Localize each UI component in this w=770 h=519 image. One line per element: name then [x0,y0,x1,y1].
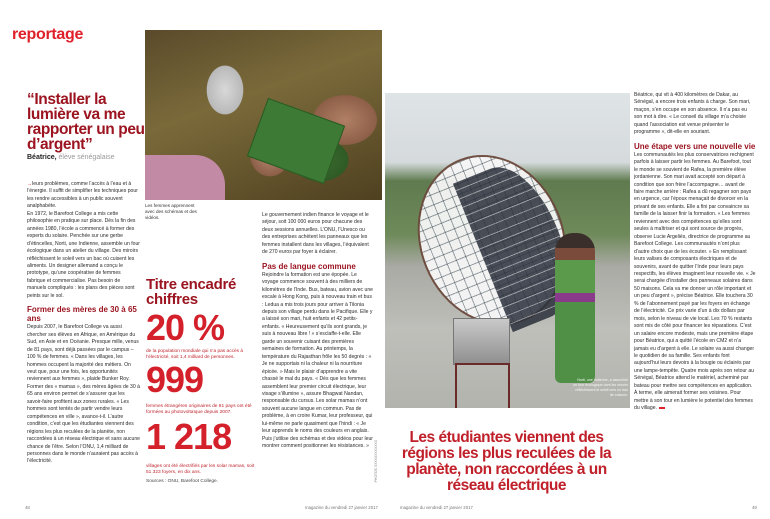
subheading-une-etape: Une étape vers une nouvelle vie [634,141,756,151]
photo-circuit-board-hands [145,30,382,200]
article-column-1 [27,181,140,466]
quote-attribution [27,154,115,161]
photo-solar-cooker [385,93,630,408]
col1-paragraph-2: En 1972, le Barefoot College a mis cette philosophie en pratique sur place. Dès la fin des années 1980, l’école a commencé à former des experts du solaire. Penchée sur une gerbe d’étincelles, Norti, une Indienne, assemble un four écologique dans un atelier du village. Des miroirs réfléchissent le soleil vers un bac où cuisent les aliments. Un designer allemand a conçu le prototype, qu’une coopérative de femmes fabrique et commercialise. Pas besoin de manuels compliqués : les plans des pièces sont peints sur le sol. [27,210,140,299]
stat-value-1: 20 % [146,307,225,348]
section-label: reportage [12,26,84,43]
photo1-sleeve [145,155,225,200]
photo1-circuit-board [247,98,345,184]
col3-paragraph-2: Rejoindre la formation est une épopée. Le voyage commence souvent à des milliers de kilomètres de l’Inde. Bus, bateau, avion avec une escale à Hong Kong, puis à nouveau train et bus : Ledua a mis trois jours pour arriver à Tilonia depuis son village perdu dans le Pacifique. Elle y a laissé son mari, huit enfants et 42 petits-enfants. « Heureusement qu’ils sont grands, je suis à nouveau libre ! » s’esclaffe-t-elle. Elle garde un souvenir cuisant des premières semaines de formation. Au printemps, la température du Rajasthan frôle les 50 degrés : « Je ne supportais ni la chaleur ni la nourriture épicée. » Mais le plaisir d’apprendre a vite chassé le mal du pays. « Dès que les femmes assemblent leur premier circuit électrique, leur visage s’illumine », assure Bhagwat Nandan, responsable du cursus. Les solar mamas n’ont souvent aucune langue en commun. Pas de problème, à en croire Kumar, leur professeur, qui lui-même ne parle quasiment que l’hindi : « Je leur apprends le noms des couleurs en anglais. Puis j’utilise des schémas et des vidéos pour leur montrer comment positionner les résistances. » [262,271,373,450]
photo2-stand [455,363,510,408]
stat-desc-2: femmes étrangères originaires de 81 pays ont été formées au photovoltaïque depuis 2007. [146,404,252,416]
subheading-pas-de-langue-commune: Pas de langue commune [262,261,356,271]
stat-desc-3: villages ont été électrifiés par les solar mamas, soit 51 323 foyers, en dix ans. [146,464,255,476]
photo-credit: PHOTOS XXXXXXXXXXXX [374,440,378,483]
stat-value-3: 1 218 [146,416,232,457]
photo2-woman [555,233,595,383]
col1-paragraph-1: leurs problèmes, comme l’accès à l’eau et à l’énergie. Il suffit de simplifier les techniques pour les rendre accessibles à un public souvent analphabète. [27,181,138,210]
issue-date-left: magazine du vendredi 27 janvier 2017 [305,505,378,510]
photo1-caption: Les femmes apprennent avec des schémas et des vidéos. [145,203,197,220]
col4-paragraph-2: Les communautés les plus conservatrices rechignent parfois à laisser partir les femmes. Au Barefoot, tout le monde se souvient de Rafea, la première élève jordanienne. Son mari avait accepté son départ à condition que son frère l’accompagne… avant de faire marche arrière : Rafea a dû regagner son pays en urgence, car l’époux menaçait de divorcer en la privant de ses enfants. Elle a fini par convaincre sa famille de la laisser finir la formation. « Les femmes reviennent avec des compétences qu’elles sont seules à maîtriser et qui sont source de progrès, observe Lucie Argeliès, directrice de programme au Barefoot College. Les communautés n’ont plus d’autre choix que de les écouter. » En remplissant leurs valises de composants électriques et de souvenirs, avant de quitter l’Inde pour leurs pays respectifs, les élèves imaginent leur nouvelle vie. « Je serai chargée d’installer des panneaux solaires dans 50 maisons. Cela va me donner un rôle important et un peu d’argent », précise Béatrice. Elle touchera 30 % de l’abonnement payé par les foyers en échange de l’électricité. Ce prix varie d’un à dix dollars par mois, selon le niveau de vie local. Les 70 % restants sont mis de côté pour financer les réparations. C’est un salaire encore modeste, mais une première étape pour Béatrice, qui a quitté l’école en CM2 et n’a jamais eu d’argent à elle. Le solaire va aussi changer le quotidien de sa famille. Ses enfants font aujourd’hui leurs devoirs à la bougie ou éclairés par une lampe-tempête. Quatre mois après son retour au Sénégal, Béatrice attend le matériel, acheminé par bateau pour mettre ses compétences en application. À terme, elle aimerait former ses voisines. Pour mettre à son tour en lumière le potentiel des femmes du village. [634,151,756,412]
page-number-right: 49 [752,505,757,510]
continuation-arrow-icon: → [27,181,33,187]
photo2-caption: Norti, une Indienne, a assemblé un four écologique dont les miroirs réfléchissent le soleil vers un bac de cuisson. [573,378,628,397]
subheading-former-des-meres: Former des mères de 30 à 65 ans [27,305,137,324]
page-number-left: 48 [25,505,30,510]
stat-desc-1: de la population mondiale qui n’a pas accès à l’électricité, soit 1,4 milliard de personnes. [146,349,244,361]
box-sources: Sources : ONU, Barefoot College. [146,479,218,484]
col1-paragraph-3: Depuis 2007, le Barefoot College va aussi chercher ses élèves en Afrique, en Amérique du Sud, en Asie et en Océanie. Presque mille, venus de 81 pays, sont déjà passées par le campus – 100 % de femmes. « Dans les villages, les hommes occupent la majorité des métiers. On veut que, pour une fois, les opportunités reviennent aux femmes », plaide Bunker Roy. Former des « mamas », des mères âgées de 30 à 65 ans environ permet de s’assurer que les savoir-faire profitent aux zones rurales. « Les hommes sont tentés de partir vendre leurs compétences en ville », avance-t-il. L’autre condition, c’est que les étudiantes viennent des régions les plus reculées de la planète, non raccordées à un réseau électrique et sans aucune chance de l’être. Selon l’ONU, 1,4 milliard de personnes dans le monde n’auraient pas accès à l’électricité. [27,324,140,465]
pull-quote: “Installer la lumière va me rapporter un peu d’argent” [27,91,145,153]
stat-value-2: 999 [146,359,204,400]
article-column-3 [262,212,374,451]
end-mark-icon [659,407,665,409]
headline: Les étudiantes viennent des régions les plus reculées de la planète, non raccordées à un réseau électrique [401,429,612,494]
quote-attribution-name: Béatrice, [27,154,57,161]
article-column-4 [634,92,756,413]
quote-attribution-role: élève sénégalaise [58,154,115,161]
col4-paragraph-1: Béatrice, qui vit à 400 kilomètres de Dakar, au Sénégal, a encore trois enfants à charge. Son mari, maçon, s’en occupe en son absence. Il n’a pas eu son mot à dire. « Le conseil du village m’a choisie quand l’association est venue présenter le programme », dit-elle en souriant. [634,92,751,136]
issue-date-right: magazine du vendredi 27 janvier 2017 [400,505,473,510]
col3-paragraph-1: Le gouvernement indien finance le voyage et le séjour, soit 100 000 euros pour chacune des deux sessions annuelles. L’ONU, l’Unesco ou des entreprises achètent les panneaux que les femmes installent dans les villages, l’équivalent de 270 euros par foyer à éclairer. [262,212,369,256]
box-title: Titre encadré chiffres [146,276,237,308]
photo2-cooking-box [453,318,510,365]
